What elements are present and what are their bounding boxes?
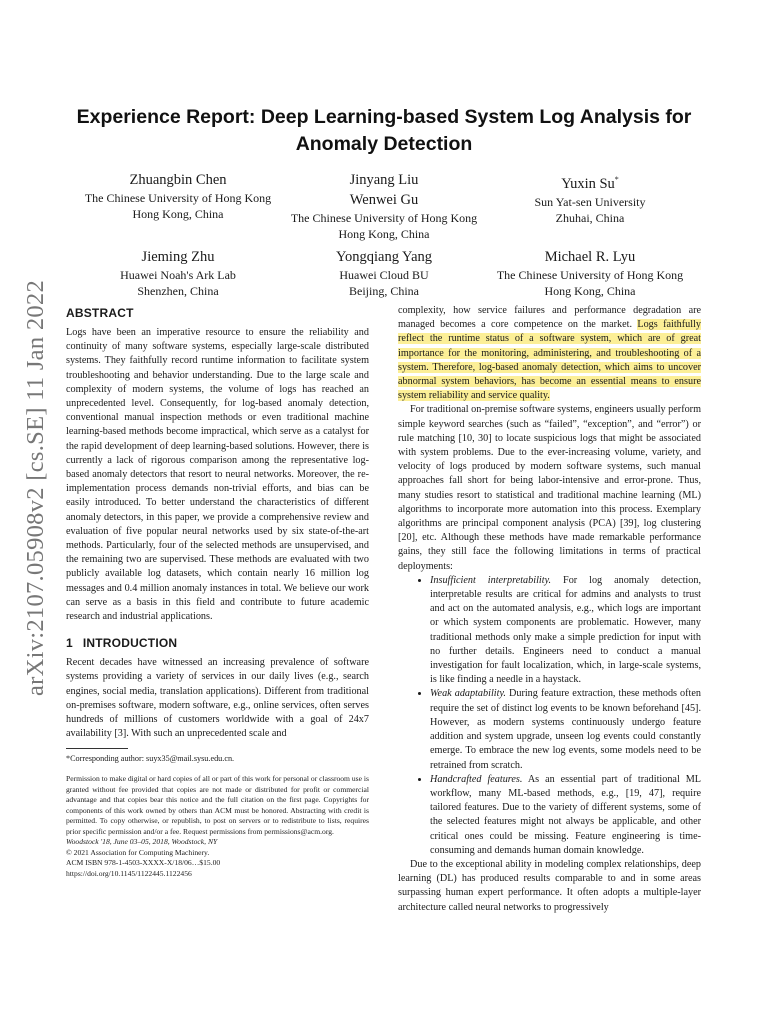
highlighted-text: Logs faithfully reflect the runtime status of a software system, which are of great importance for the monitoring, administering, and troubleshooting of a system. Therefore, log-based anomaly detection, which aims to uncover abnormal system behaviors, has become an essential means to ensure system reliability and service quality.: [398, 319, 701, 402]
section-title: INTRODUCTION: [82, 636, 178, 651]
intro-paragraph-deep-learning: Due to the exceptional ability in modeling complex relationships, deep learning (DL) has produced results comparable to and in some areas surpassing human expert performance. It often adopts a multiple-layer architecture called neural networks to progressively: [398, 858, 701, 913]
author-affiliation: Huawei Cloud BU: [339, 268, 429, 282]
author-location: Beijing, China: [349, 284, 419, 298]
arxiv-sidebar: [14, 278, 58, 698]
paper-title: Experience Report: Deep Learning-based System Log Analysis for Anomaly Detection: [76, 106, 692, 155]
author-location: Zhuhai, China: [555, 210, 625, 225]
author-location: Shenzhen, China: [137, 284, 219, 298]
arxiv-identifier: arXiv:2107.05908v2 [cs.SE] 11 Jan 2022: [22, 279, 49, 697]
left-column: [66, 306, 369, 879]
author-affiliation: Sun Yat-sen University: [534, 194, 646, 209]
author-name: Jieming Zhu: [141, 249, 215, 265]
author-block: [272, 170, 496, 242]
author-name: Yongqiang Yang: [335, 249, 433, 265]
list-item: [430, 574, 701, 688]
corresponding-mark: *: [614, 175, 619, 184]
author-location: Hong Kong, China: [338, 227, 430, 241]
list-item: [430, 687, 701, 772]
bullet-text: For log anomaly detection, interpretable results are critical for admins and analysts to trust and act on the automated analysis, e.g., which logs are important or which system components are problematic. However, many traditional methods only make a simple prediction for input with no further details. Engineers need to conduct a manual investigation for fault localization, which, in large-scale systems, is like finding a needle in a haystack.: [430, 574, 701, 686]
corresponding-author-footnote: *Corresponding author: suyx35@mail.sysu.edu.cn.: [66, 754, 235, 764]
bullet-text: As an essential part of traditional ML workflow, many ML-based methods, e.g., [19, 47], require tailored features. Due to the variety of different systems, some of the selected features might not always be applicable, and other critical ones could be missing. Feature engineering is time-consuming and demands human domain knowledge.: [430, 773, 701, 856]
isbn-line: ACM ISBN 978-1-4503-XXXX-X/18/06…$15.00: [66, 858, 221, 868]
introduction-heading: [66, 636, 369, 650]
abstract-text: Logs have been an imperative resource to ensure the reliability and continuity of many software systems, especially large-scale distributed systems. They faithfully record runtime information to facilitate system troubleshooting and behavior understanding. Due to the large scale and complexity of modern systems, the volume of logs has reached an unprecedented level. Consequently, for log-based anomaly detection, conventional manual inspection methods or even traditional machine learning-based methods become impractical, which serve as a catalyst for the rapid development of deep learning-based solutions. However, there is currently a lack of rigorous comparison among the representative log-based anomaly detectors that resort to neural networks. Moreover, the re-implementation process demands non-trivial efforts, and bias can be easily introduced. To better understand the characteristics of different anomaly detectors, in this paper, we provide a comprehensive review and evaluation of five popular neural networks used by six state-of-the-art methods. Particularly, four of the selected methods are unsupervised, and the remaining two are supervised. These methods are evaluated with two publicly available log datasets, which contain nearly 16 million log messages and 0.4 million anomaly instances in total. We believe our work can serve as a basis in this field and contribute to future academic research and industrial applications.: [66, 327, 369, 623]
author-name: Yuxin Su*: [561, 175, 619, 192]
right-column: [398, 304, 701, 915]
doi-line: https://doi.org/10.1145/1122445.1122456: [66, 868, 192, 878]
footnote-divider: [66, 748, 128, 749]
paragraph-text: complexity, how service failures and performance degradation are managed becomes a core competence on the market.: [398, 305, 701, 331]
author-block: [478, 247, 702, 299]
section-number: 1: [66, 636, 73, 651]
author-block: [272, 247, 496, 299]
author-block: [66, 170, 290, 222]
venue-line: Woodstock '18, June 03–05, 2018, Woodstock, NY: [66, 837, 218, 847]
bullet-lead: Weak adaptability.: [430, 688, 506, 700]
author-name: Wenwei Gu: [349, 192, 419, 208]
author-location: Hong Kong, China: [544, 284, 636, 298]
abstract-heading: ABSTRACT: [66, 306, 134, 320]
intro-paragraph: Recent decades have witnessed an increasing prevalence of software systems providing a variety of services in our daily lives (e.g., search engines, social media, translation applications). Different from traditional on-premises software, modern software, e.g., online services, often serves hundreds of millions of customers worldwide with a goal of 24x7 availability [3]. With such an unprecedented scale and: [66, 657, 369, 740]
author-name: Jinyang Liu: [349, 172, 419, 188]
author-affiliation: Huawei Noah's Ark Lab: [120, 268, 236, 282]
permission-text: Permission to make digital or hard copies of all or part of this work for personal or classroom use is granted without fee provided that copies are not made or distributed for profit or commercial advantage and that copies bear this notice and the full citation on the first page. Copyrights for components of this work owned by others than ACM must be honored. Abstracting with credit is permitted. To copy otherwise, or republish, to post on servers or to redistribute to lists, requires prior specific permission and/or a fee. Request permissions from permissions@acm.org.: [66, 774, 369, 836]
author-location: Hong Kong, China: [132, 207, 224, 221]
intro-continued-paragraph: [398, 304, 701, 403]
author-name: Michael R. Lyu: [544, 249, 636, 265]
author-block: [66, 247, 290, 299]
bullet-text: During feature extraction, these methods often require the set of distinct log events to be known beforehand [45]. However, as modern systems continuously undergo feature addition and system upgrade, unseen log events could constantly emerge. To embrace the new log events, some models need to be retrained from scratch.: [430, 688, 701, 771]
author-affiliation: The Chinese University of Hong Kong: [84, 191, 272, 205]
bullet-lead: Handcrafted features.: [430, 773, 523, 785]
intro-paragraph-traditional: For traditional on-premise software systems, engineers usually perform simple keyword searches (such as “failed”, “exception”, and “error”) or rule matching [10, 30] to locate suspicious logs that might be associated with system problems. Due to the ever-increasing volume, variety, and velocity of logs produced by modern software systems, such manual approaches fall short for being labor-intensive and error-prone. Thus, many studies resort to statistical and traditional machine learning (ML) algorithms to incorporate more automation into this process. Exemplary algorithms are principal component analysis (PCA) [39], log clustering [20], etc. Although these methods have made remarkable performance gains, they still face the following limitations in terms of practical deployments:: [398, 404, 701, 572]
author-name: Zhuangbin Chen: [129, 172, 227, 188]
limitations-list: [398, 574, 701, 858]
copyright-line: © 2021 Association for Computing Machinery.: [66, 847, 210, 857]
author-affiliation: The Chinese University of Hong Kong: [496, 268, 684, 282]
list-item: [430, 773, 701, 858]
permission-block: [66, 774, 369, 879]
bullet-lead: Insufficient interpretability.: [430, 574, 552, 586]
author-block: [478, 170, 702, 226]
author-affiliation: The Chinese University of Hong Kong: [290, 211, 478, 225]
